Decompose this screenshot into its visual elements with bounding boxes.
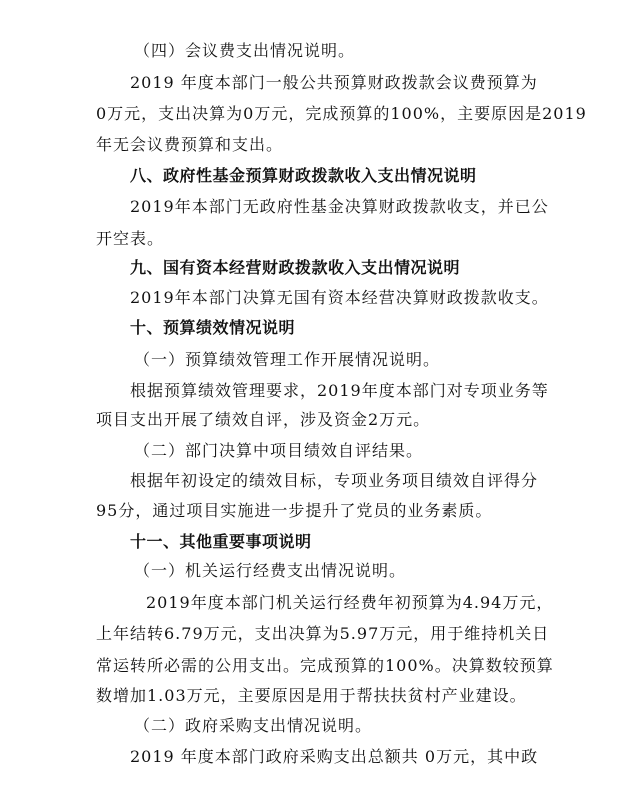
paragraph-line: 2019 年度本部门政府采购支出总额共 0万元，其中政: [130, 747, 539, 766]
section-heading: 九、国有资本经营财政拨款收入支出情况说明: [130, 258, 461, 277]
paragraph-line: 2019 年度本部门一般公共预算财政拨款会议费预算为: [130, 73, 538, 92]
paragraph-line: 常运转所必需的公用支出。完成预算的100%。决算数较预算: [96, 656, 554, 675]
paragraph-line: 开空表。: [96, 229, 165, 248]
paragraph-line: 2019年本部门决算无国有资本经营决算财政拨款收支。: [130, 288, 549, 307]
section-subheading: （一）预算绩效管理工作开展情况说明。: [134, 350, 441, 369]
paragraph-line: 项目支出开展了绩效自评，涉及资金2万元。: [96, 410, 431, 429]
paragraph-line: 2019年度本部门机关运行经费年初预算为4.94万元，: [146, 593, 554, 612]
paragraph-line: 年无会议费预算和支出。: [96, 135, 284, 154]
section-heading: 十一、其他重要事项说明: [130, 532, 312, 551]
section-subheading: （一）机关运行经费支出情况说明。: [134, 561, 407, 580]
section-heading: 八、政府性基金预算财政拨款收入支出情况说明: [130, 166, 477, 185]
paragraph-line: 根据预算绩效管理要求，2019年度本部门对专项业务等: [130, 381, 549, 400]
section-subheading: （四）会议费支出情况说明。: [134, 41, 356, 60]
paragraph-line: 上年结转6.79万元，支出决算为5.97万元，用于维持机关日: [96, 624, 550, 643]
paragraph-line: 95分，通过项目实施进一步提升了党员的业务素质。: [96, 501, 493, 520]
section-subheading: （二）部门决算中项目绩效自评结果。: [134, 441, 424, 460]
paragraph-line: 根据年初设定的绩效目标，专项业务项目绩效自评得分: [130, 471, 539, 490]
section-heading: 十、预算绩效情况说明: [130, 318, 296, 337]
paragraph-line: 0万元，支出决算为0万元，完成预算的100%，主要原因是2019: [96, 104, 587, 123]
paragraph-line: 数增加1.03万元，主要原因是用于帮扶扶贫村产业建设。: [96, 686, 527, 705]
section-subheading: （二）政府采购支出情况说明。: [134, 716, 373, 735]
paragraph-line: 2019年本部门无政府性基金决算财政拨款收支，并已公: [130, 197, 549, 216]
